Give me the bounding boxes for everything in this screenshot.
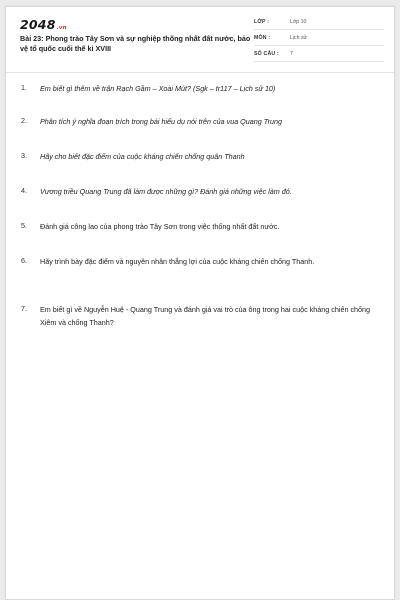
question-text: Em biết gì về Nguyễn Huệ - Quang Trung và đánh giá vai trò của ông trong hai cuộc kháng chiến chống Xiêm và chống Thanh? <box>40 305 371 327</box>
meta-value: Lịch sử <box>290 35 308 41</box>
question-number: 1. <box>21 83 27 92</box>
question-text: Hãy cho biết đặc điểm của cuộc kháng chiến chống quân Thanh <box>40 152 245 161</box>
meta-row-count <box>254 49 384 62</box>
meta-row-class <box>254 17 384 30</box>
logo-suffix: .vn <box>56 25 67 31</box>
meta-value: 7 <box>290 51 293 57</box>
logo-number: 2048 <box>20 17 56 32</box>
question-number: 3. <box>21 151 27 160</box>
question-text: Em biết gì thêm về trận Rạch Gầm – Xoài Mút? (Sgk – tr117 – Lịch sử 10) <box>40 84 276 93</box>
meta-value: Lớp 10 <box>290 19 307 25</box>
question-text: Hãy trình bày đặc điểm và nguyên nhân thắng lợi của cuộc kháng chiến chống Thanh. <box>40 257 315 266</box>
lesson-meta <box>254 17 384 65</box>
worksheet-header <box>6 7 394 73</box>
meta-key: LỚP : <box>254 19 270 25</box>
question-text: Vương triều Quang Trung đã làm được những gì? Đánh giá những việc làm đó. <box>40 187 292 196</box>
question-number: 6. <box>21 256 27 265</box>
worksheet-page <box>5 6 395 600</box>
question-number: 2. <box>21 116 27 125</box>
question-number: 7. <box>21 304 27 313</box>
meta-row-subject <box>254 33 384 46</box>
lesson-title: Bài 23: Phong trào Tây Sơn và sự nghiệp thống nhất đất nước, bảo vệ tổ quốc cuối thế kỉ XVIII <box>20 34 251 53</box>
question-number: 5. <box>21 221 27 230</box>
site-logo[interactable] <box>20 17 67 32</box>
question-text: Đánh giá công lao của phong trào Tây Sơn trong việc thống nhất đất nước. <box>40 222 280 231</box>
question-number: 4. <box>21 186 27 195</box>
meta-key: SỐ CÂU : <box>254 51 279 57</box>
question-text: Phân tích ý nghĩa đoạn trích trong bài hiểu dụ nói trên của vua Quang Trung <box>40 117 283 126</box>
meta-key: MÔN : <box>254 35 271 41</box>
